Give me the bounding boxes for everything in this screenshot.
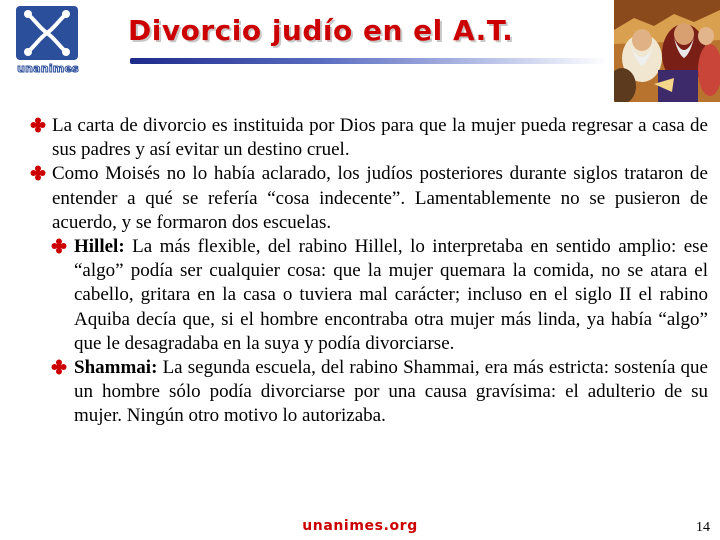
title-underline xyxy=(130,58,608,64)
diamond-clover-bullet-icon xyxy=(51,237,67,253)
sub-bullet-label: Shammai: xyxy=(74,357,158,379)
sub-bullet-text: La más flexible, del rabino Hillel, lo interpretaba en sentido amplio: ese “algo” podía ser cualquier cosa: que la mujer quemara la comida, no se atara el cabello, gritara en la casa o tuviera mal carácter; incluso en el siglo II el rabino Aquiba decía que, si el hombre encontraba otra mujer más linda, ya había “algo” que le desagradaba en la suya y podía divorciarse. xyxy=(74,236,708,354)
diamond-clover-bullet-icon xyxy=(30,164,46,180)
diamond-clover-bullet-icon xyxy=(30,116,46,132)
sub-bullet-label: Hillel: xyxy=(74,236,125,258)
slide-title: Divorcio judío en el A.T. xyxy=(128,14,514,47)
diamond-clover-bullet-icon xyxy=(51,358,67,374)
bullet-item xyxy=(30,162,708,235)
bullet-text: La carta de divorcio es instituida por Dios para que la mujer pueda regresar a casa de sus padres y así evitar un destino cruel. xyxy=(52,115,708,161)
unanimes-logo xyxy=(10,6,86,80)
logo-text: unanimes xyxy=(17,62,79,75)
slide-content xyxy=(30,114,708,429)
sub-bullet-text: La segunda escuela, del rabino Shammai, era más estricta: sostenía que un hombre sólo podía divorciarse por una causa gravísima: el adulterio de su mujer. Ningún otro motivo lo autorizaba. xyxy=(74,357,708,427)
page-number: 14 xyxy=(696,520,710,535)
footer-site: unanimes.org xyxy=(302,518,418,534)
unanimes-logo-icon xyxy=(16,6,78,60)
sub-bullet-item xyxy=(30,356,708,429)
painting-image xyxy=(614,0,720,102)
bullet-item xyxy=(30,114,708,162)
sub-bullet-item xyxy=(30,235,708,356)
bullet-text: Como Moisés no lo había aclarado, los judíos posteriores durante siglos trataron de entender a qué se refería “cosa indecente”. Lamentablemente no se pusieron de acuerdo, y se formaron dos escuelas. xyxy=(52,163,708,233)
